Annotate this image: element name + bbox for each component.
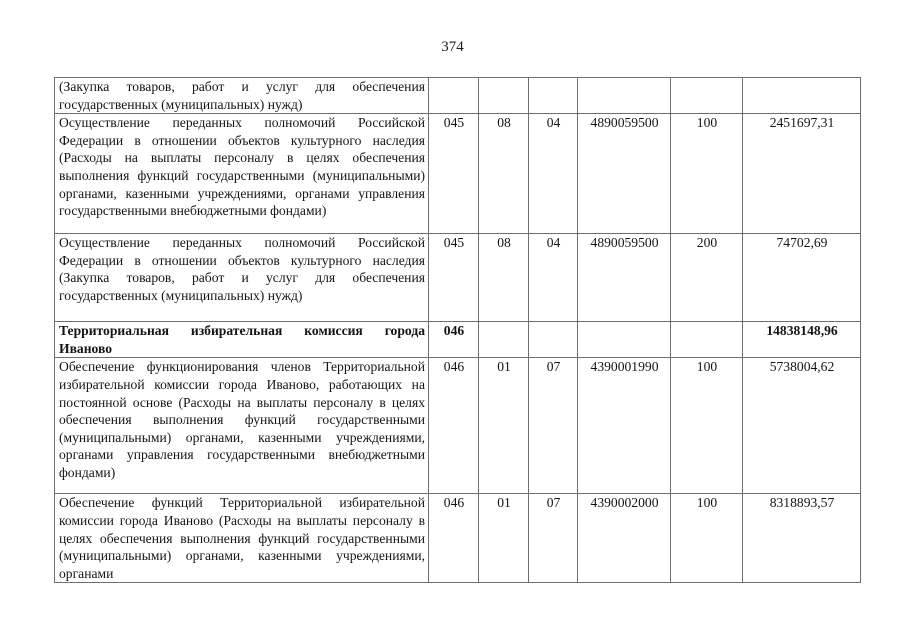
table-row-section-header bbox=[55, 322, 861, 358]
cell-description: Обеспечение функционирования членов Территориальной избирательной комиссии города Иваново, работающих на постоянной основе (Расходы на выплаты персоналу в целях обеспечения выполнения функций государственными (муниципальными) органами, казенными учреждениями, органами управления государственными внебюджетными фондами) bbox=[55, 358, 429, 494]
cell-code: 04 bbox=[529, 234, 578, 322]
cell-code bbox=[429, 78, 479, 114]
cell-description: Осуществление переданных полномочий Российской Федерации в отношении объектов культурного наследия (Закупка товаров, работ и услуг для обеспечения государственных (муниципальных) нужд) bbox=[55, 234, 429, 322]
cell-code: 07 bbox=[529, 358, 578, 494]
cell-code: 04 bbox=[529, 114, 578, 234]
cell-code bbox=[529, 78, 578, 114]
cell-description: Обеспечение функций Территориальной избирательной комиссии города Иваново (Расходы на выплаты персоналу в целях обеспечения выполнения функций государственными (муниципальными) органами, казенными учреждениями, органами bbox=[55, 494, 429, 583]
cell-code: 045 bbox=[429, 234, 479, 322]
cell-code: 046 bbox=[429, 358, 479, 494]
cell-amount: 8318893,57 bbox=[743, 494, 861, 583]
budget-table bbox=[54, 77, 861, 583]
cell-code bbox=[671, 322, 743, 358]
cell-amount: 2451697,31 bbox=[743, 114, 861, 234]
cell-amount: 74702,69 bbox=[743, 234, 861, 322]
cell-code bbox=[578, 78, 671, 114]
cell-description: Осуществление переданных полномочий Российской Федерации в отношении объектов культурного наследия (Расходы на выплаты персоналу в целях обеспечения выполнения функций государственными (муниципальными) органами, казенными учреждениями, органами управления государственными внебюджетными фондами) bbox=[55, 114, 429, 234]
cell-description: (Закупка товаров, работ и услуг для обеспечения государственных (муниципальных) нужд) bbox=[55, 78, 429, 114]
cell-code: 4890059500 bbox=[578, 114, 671, 234]
cell-code: 046 bbox=[429, 494, 479, 583]
table-row bbox=[55, 494, 861, 583]
table-row bbox=[55, 78, 861, 114]
cell-description: Территориальная избирательная комиссия города Иваново bbox=[55, 322, 429, 358]
cell-amount bbox=[743, 78, 861, 114]
cell-code bbox=[671, 78, 743, 114]
cell-code bbox=[578, 322, 671, 358]
cell-code: 4890059500 bbox=[578, 234, 671, 322]
cell-amount: 5738004,62 bbox=[743, 358, 861, 494]
page-number: 374 bbox=[441, 39, 464, 55]
cell-code: 08 bbox=[479, 234, 529, 322]
cell-amount: 14838148,96 bbox=[743, 322, 861, 358]
cell-code bbox=[479, 322, 529, 358]
cell-code bbox=[529, 322, 578, 358]
cell-code: 4390002000 bbox=[578, 494, 671, 583]
cell-code: 01 bbox=[479, 494, 529, 583]
cell-code: 08 bbox=[479, 114, 529, 234]
cell-code: 4390001990 bbox=[578, 358, 671, 494]
cell-code: 01 bbox=[479, 358, 529, 494]
cell-code: 200 bbox=[671, 234, 743, 322]
table-row bbox=[55, 114, 861, 234]
cell-code: 045 bbox=[429, 114, 479, 234]
cell-code: 07 bbox=[529, 494, 578, 583]
cell-code: 046 bbox=[429, 322, 479, 358]
table-row bbox=[55, 234, 861, 322]
table-row bbox=[55, 358, 861, 494]
cell-code bbox=[479, 78, 529, 114]
cell-code: 100 bbox=[671, 358, 743, 494]
cell-code: 100 bbox=[671, 494, 743, 583]
cell-code: 100 bbox=[671, 114, 743, 234]
